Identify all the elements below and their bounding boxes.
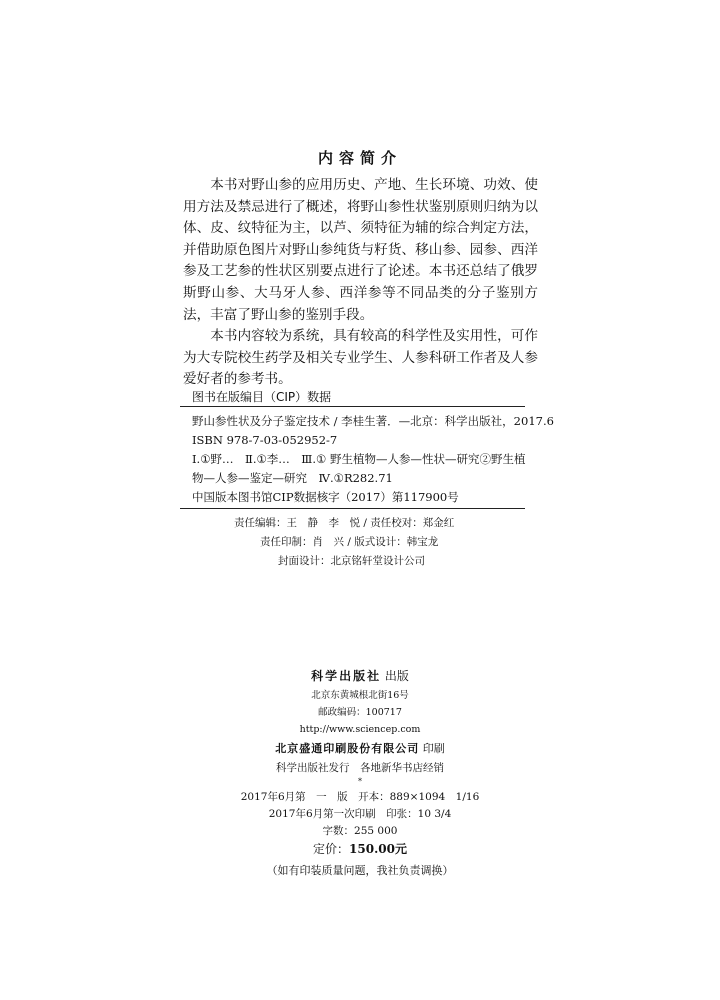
edition-line: 2017年6月第 一 版 开本：889×1094 1/16: [240, 791, 480, 803]
printer-suffix: 印刷: [422, 742, 445, 755]
credits-line-editors: 责任编辑：王 静 李 悦 / 责任校对：郑金红: [234, 517, 455, 529]
printing-line: 2017年6月第一次印刷 印张：10 3/4: [268, 808, 452, 820]
credits-block: [180, 514, 535, 571]
summary-body: [183, 175, 538, 391]
cip-line: 中国版本图书馆CIP数据核字（2017）第117900号: [192, 490, 459, 504]
publisher-postcode: 邮政编码：100717: [318, 707, 402, 718]
word-count-line: 字数：255 000: [322, 825, 398, 837]
cip-header: 图书在版编目（CIP）数据: [192, 390, 332, 404]
printer-name: 北京盛通印刷股份有限公司: [275, 742, 420, 755]
summary-paragraph: 本书内容较为系统，具有较高的科学性及实用性，可作为大专院校生药学及相关专业学生、人参科研工作者及人参爱好者的参考书。: [183, 328, 538, 388]
separator-mark: *: [358, 777, 362, 786]
cip-line: 野山参性状及分子鉴定技术 / 李桂生著．—北京：科学出版社，2017.6: [192, 414, 554, 428]
publisher-website: http://www.sciencep.com: [299, 724, 421, 735]
cip-line: Ⅰ.①野… Ⅱ.①李… Ⅲ.① 野生植物—人参—性状—研究②野生植: [192, 452, 526, 466]
cip-line: 物—人参—鉴定—研究 Ⅳ.①R282.71: [192, 471, 393, 485]
publisher-line: [0, 668, 720, 685]
cip-record: [192, 412, 554, 507]
publisher-suffix: 出版: [384, 669, 409, 683]
summary-paragraph: 本书对野山参的应用历史、产地、生长环境、功效、使用方法及禁忌进行了概述，将野山参性状鉴别原则归纳为以体、皮、纹特征为主，以芦、须特征为辅的综合判定方法，并借助原色图片对野山参纯货与籽货、移山参、园参、西洋参及工艺参的性状区别要点进行了论述。本书还总结了俄罗斯野山参、大马牙人参、西洋参等不同品类的分子鉴别方法，丰富了野山参的鉴别手段。: [183, 177, 538, 323]
price-label: 定价：: [313, 842, 350, 856]
price-value: 150.00元: [349, 842, 407, 856]
distribution-line: 科学出版社发行 各地新华书店经销: [276, 762, 444, 774]
cip-bottom-rule: [180, 508, 525, 509]
price-line: [0, 841, 720, 858]
publisher-name: 科学出版社: [311, 669, 382, 683]
summary-title: 内容简介: [317, 149, 402, 167]
credits-line-printing: 责任印制：肖 兴 / 版式设计：韩宝龙: [260, 536, 439, 548]
cip-line: ISBN 978-7-03-052952-7: [192, 433, 338, 447]
publisher-address: 北京东黄城根北街16号: [311, 690, 409, 701]
imprint-block: [0, 668, 720, 879]
quality-notice: （如有印装质量问题，我社负责调换）: [266, 864, 454, 877]
credits-line-cover: 封面设计：北京铭轩堂设计公司: [278, 555, 425, 567]
printer-line: [0, 740, 720, 757]
cip-top-rule: [180, 406, 525, 407]
